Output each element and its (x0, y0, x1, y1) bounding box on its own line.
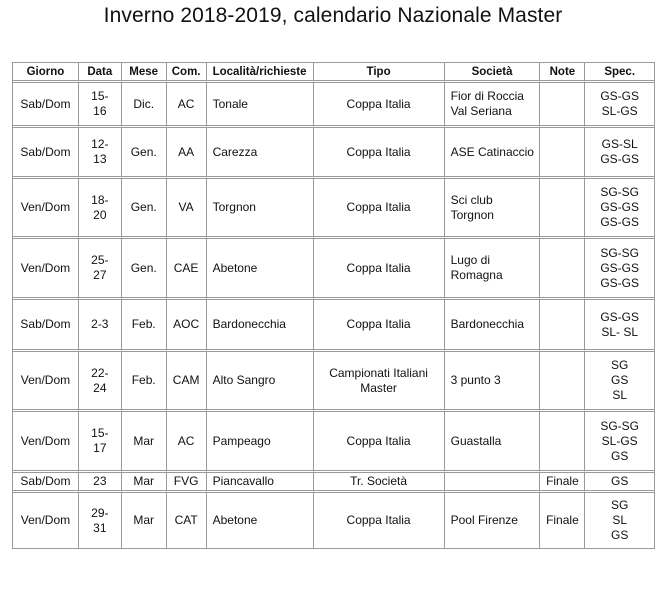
cell-data: 12- 13 (79, 128, 122, 179)
cell-giorno: Ven/Dom (13, 493, 79, 548)
cell-localita: Abetone (207, 239, 314, 300)
cell-tipo: Coppa Italia (314, 83, 445, 128)
cell-data: 23 (79, 473, 122, 493)
table-row (13, 352, 654, 412)
cell-societa (445, 473, 541, 493)
cell-giorno: Ven/Dom (13, 352, 79, 412)
table-row (13, 473, 654, 493)
cell-spec: SG-SG SL-GS GS (585, 412, 654, 473)
cell-tipo: Coppa Italia (314, 493, 445, 548)
cell-note (540, 179, 585, 239)
cell-mese: Mar (122, 473, 167, 493)
cell-spec: GS-GS SL-GS (585, 83, 654, 128)
cell-tipo: Campionati Italiani Master (314, 352, 445, 412)
header-societa: Società (445, 63, 541, 83)
cell-mese: Feb. (122, 300, 167, 352)
cell-com: AC (167, 412, 207, 473)
cell-localita: Bardonecchia (207, 300, 314, 352)
cell-tipo: Coppa Italia (314, 128, 445, 179)
cell-mese: Mar (122, 493, 167, 548)
cell-tipo: Tr. Società (314, 473, 445, 493)
cell-localita: Pampeago (207, 412, 314, 473)
header-localita: Località/richieste (207, 63, 314, 83)
calendar-table (12, 62, 655, 549)
cell-giorno: Ven/Dom (13, 179, 79, 239)
cell-spec: GS-GS SL- SL (585, 300, 654, 352)
cell-tipo: Coppa Italia (314, 239, 445, 300)
header-spec: Spec. (585, 63, 654, 83)
cell-data: 2-3 (79, 300, 122, 352)
cell-localita: Abetone (207, 493, 314, 548)
table-row (13, 128, 654, 179)
cell-mese: Feb. (122, 352, 167, 412)
cell-giorno: Sab/Dom (13, 128, 79, 179)
header-data: Data (79, 63, 122, 83)
cell-societa: Guastalla (445, 412, 541, 473)
header-giorno: Giorno (13, 63, 79, 83)
cell-com: CAM (167, 352, 207, 412)
cell-com: CAE (167, 239, 207, 300)
cell-com: AA (167, 128, 207, 179)
cell-tipo: Coppa Italia (314, 179, 445, 239)
cell-data: 18- 20 (79, 179, 122, 239)
table-row (13, 300, 654, 352)
cell-giorno: Sab/Dom (13, 300, 79, 352)
cell-giorno: Sab/Dom (13, 473, 79, 493)
cell-com: AOC (167, 300, 207, 352)
cell-spec: GS (585, 473, 654, 493)
cell-societa: Sci club Torgnon (445, 179, 541, 239)
header-row (13, 63, 654, 83)
cell-societa: Fior di Roccia Val Seriana (445, 83, 541, 128)
cell-note (540, 412, 585, 473)
cell-mese: Gen. (122, 239, 167, 300)
cell-giorno: Ven/Dom (13, 239, 79, 300)
cell-giorno: Ven/Dom (13, 412, 79, 473)
cell-note: Finale (540, 473, 585, 493)
header-mese: Mese (122, 63, 167, 83)
cell-spec: SG-SG GS-GS GS-GS (585, 179, 654, 239)
cell-spec: SG SL GS (611, 498, 629, 542)
cell-societa: ASE Catinaccio (445, 128, 541, 179)
cell-societa: Bardonecchia (445, 300, 541, 352)
cell-note (540, 300, 585, 352)
cell-note (540, 128, 585, 179)
cell-localita: Piancavallo (207, 473, 314, 493)
table-row (13, 83, 654, 128)
cell-data: 15- 16 (79, 83, 122, 128)
cell-com: VA (167, 179, 207, 239)
cell-mese: Gen. (122, 179, 167, 239)
table-row (13, 493, 654, 548)
cell-note (540, 83, 585, 128)
cell-mese: Mar (122, 412, 167, 473)
cell-societa: Lugo di Romagna (445, 239, 541, 300)
table-row (13, 179, 654, 239)
cell-localita: Carezza (207, 128, 314, 179)
cell-mese: Dic. (122, 83, 167, 128)
page-title: Inverno 2018-2019, calendario Nazionale Master (103, 4, 563, 27)
cell-data: 29- 31 (79, 493, 122, 548)
cell-localita: Torgnon (207, 179, 314, 239)
table-row (13, 412, 654, 473)
cell-localita: Alto Sangro (207, 352, 314, 412)
table-row (13, 239, 654, 300)
header-tipo: Tipo (314, 63, 445, 83)
cell-mese: Gen. (122, 128, 167, 179)
cell-note (540, 239, 585, 300)
cell-data: 22- 24 (79, 352, 122, 412)
cell-com: AC (167, 83, 207, 128)
cell-data: 15- 17 (79, 412, 122, 473)
cell-giorno: Sab/Dom (13, 83, 79, 128)
cell-localita: Tonale (207, 83, 314, 128)
cell-spec: GS-SL GS-GS (585, 128, 654, 179)
cell-com: FVG (167, 473, 207, 493)
cell-tipo: Coppa Italia (314, 412, 445, 473)
cell-tipo: Coppa Italia (314, 300, 445, 352)
cell-spec: SG-SG GS-GS GS-GS (585, 239, 654, 300)
header-note: Note (540, 63, 585, 83)
cell-note (540, 352, 585, 412)
cell-note: Finale (540, 493, 585, 548)
cell-com: CAT (167, 493, 207, 548)
cell-spec: SG GS SL (585, 352, 654, 412)
header-com: Com. (167, 63, 207, 83)
cell-societa: Pool Firenze (445, 493, 541, 548)
cell-societa: 3 punto 3 (445, 352, 541, 412)
cell-data: 25- 27 (79, 239, 122, 300)
